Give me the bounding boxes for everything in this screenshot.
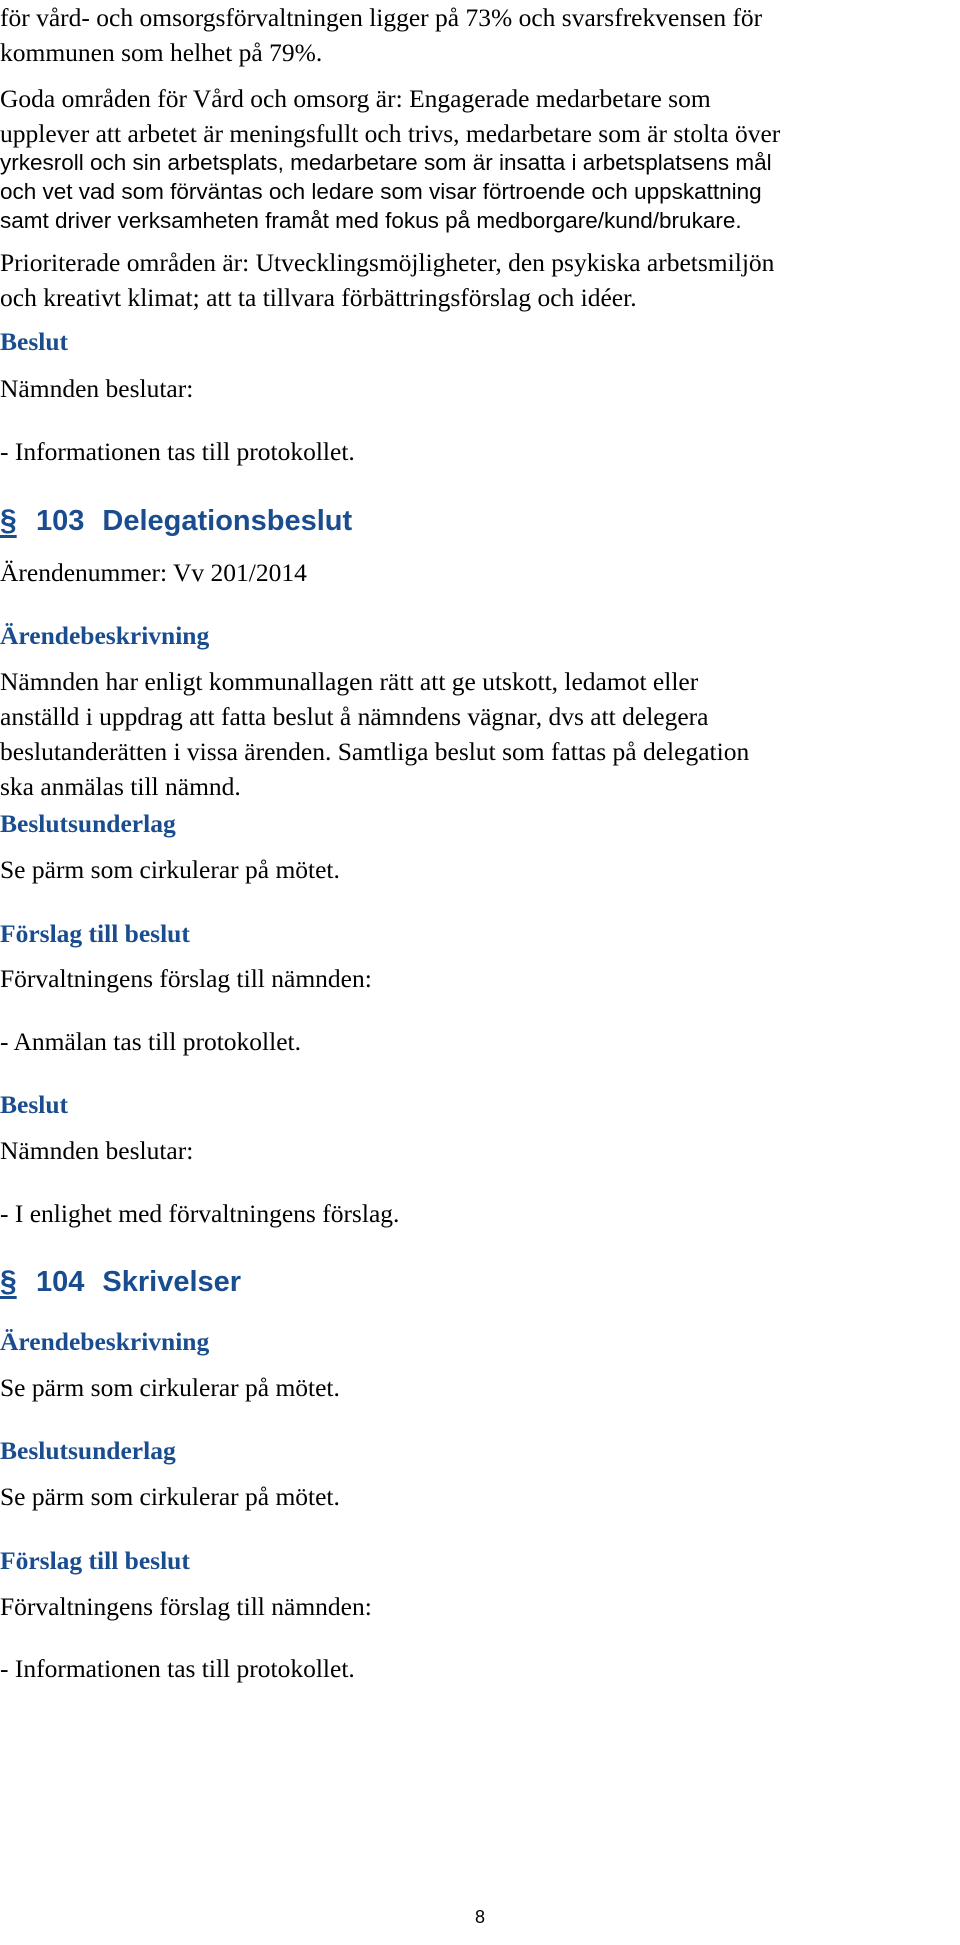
- section-number: 103: [36, 505, 85, 537]
- section-number: 104: [36, 1266, 85, 1298]
- sec103-beskrivning-heading: Ärendebeskrivning: [0, 621, 210, 650]
- goda-line: samt driver verksamheten framåt med fokus på medborgare/kund/brukare.: [0, 208, 742, 233]
- section-title: Delegationsbeslut: [102, 505, 353, 537]
- sec104-underlag-text: Se pärm som cirkulerar på mötet.: [0, 1482, 340, 1511]
- sec104-underlag-heading: Beslutsunderlag: [0, 1436, 176, 1465]
- intro-paragraph: [0, 0, 960, 70]
- sec102-beslut-intro: Nämnden beslutar:: [0, 374, 194, 403]
- intro-line: kommunen som helhet på 79%.: [0, 38, 323, 67]
- prio-line: Prioriterade områden är: Utvecklingsmöjligheter, den psykiska arbetsmiljön: [0, 248, 775, 277]
- sec103-arendenummer: Ärendenummer: Vv 201/2014: [0, 558, 307, 587]
- section-symbol: §: [0, 504, 17, 537]
- sec104-beskrivning-heading: Ärendebeskrivning: [0, 1327, 210, 1356]
- goda-omraden-sans-lines: [0, 148, 960, 235]
- sec103-beslut-intro: Nämnden beslutar:: [0, 1136, 194, 1165]
- sec104-forslag-heading: Förslag till beslut: [0, 1546, 190, 1575]
- sec102-beslut-heading: Beslut: [0, 327, 69, 356]
- sec102-beslut-text: - Informationen tas till protokollet.: [0, 437, 355, 466]
- beskrivning-line: Nämnden har enligt kommunallagen rätt att ge utskott, ledamot eller: [0, 667, 699, 696]
- intro-line: för vård- och omsorgsförvaltningen ligger på 73% och svarsfrekvensen för: [0, 3, 763, 32]
- sec103-underlag-heading: Beslutsunderlag: [0, 809, 176, 838]
- beskrivning-line: ska anmälas till nämnd.: [0, 772, 241, 801]
- sec104-beskrivning-text: Se pärm som cirkulerar på mötet.: [0, 1373, 340, 1402]
- goda-line: yrkesroll och sin arbetsplats, medarbetare som är insatta i arbetsplatsens mål: [0, 150, 772, 175]
- goda-line: och vet vad som förväntas och ledare som visar förtroende och uppskattning: [0, 179, 762, 204]
- sec104-heading: [0, 1264, 960, 1300]
- goda-line: upplever att arbetet är meningsfullt och trivs, medarbetare som är stolta över: [0, 119, 781, 148]
- beskrivning-line: beslutanderätten i vissa ärenden. Samtliga beslut som fattas på delegation: [0, 737, 750, 766]
- sec103-forslag-intro: Förvaltningens förslag till nämnden:: [0, 964, 372, 993]
- sec103-underlag-text: Se pärm som cirkulerar på mötet.: [0, 855, 340, 884]
- prioriterade-paragraph: [0, 245, 960, 315]
- goda-omraden-paragraph: [0, 81, 960, 151]
- sec103-beslut-text: - I enlighet med förvaltningens förslag.: [0, 1199, 400, 1228]
- sec103-heading: [0, 503, 960, 539]
- sec103-forslag-text: - Anmälan tas till protokollet.: [0, 1027, 301, 1056]
- sec103-forslag-heading: Förslag till beslut: [0, 919, 190, 948]
- sec104-forslag-text: - Informationen tas till protokollet.: [0, 1654, 355, 1683]
- beskrivning-line: anställd i uppdrag att fatta beslut å nämndens vägnar, dvs att delegera: [0, 702, 709, 731]
- sec103-beskrivning: [0, 664, 960, 804]
- sec103-beslut-heading: Beslut: [0, 1090, 69, 1119]
- sec104-forslag-intro: Förvaltningens förslag till nämnden:: [0, 1592, 372, 1621]
- section-symbol: §: [0, 1265, 17, 1298]
- goda-line: Goda områden för Vård och omsorg är: Engagerade medarbetare som: [0, 84, 711, 113]
- prio-line: och kreativt klimat; att ta tillvara förbättringsförslag och idéer.: [0, 283, 637, 312]
- section-title: Skrivelser: [102, 1266, 242, 1298]
- page-number: 8: [474, 1907, 485, 1927]
